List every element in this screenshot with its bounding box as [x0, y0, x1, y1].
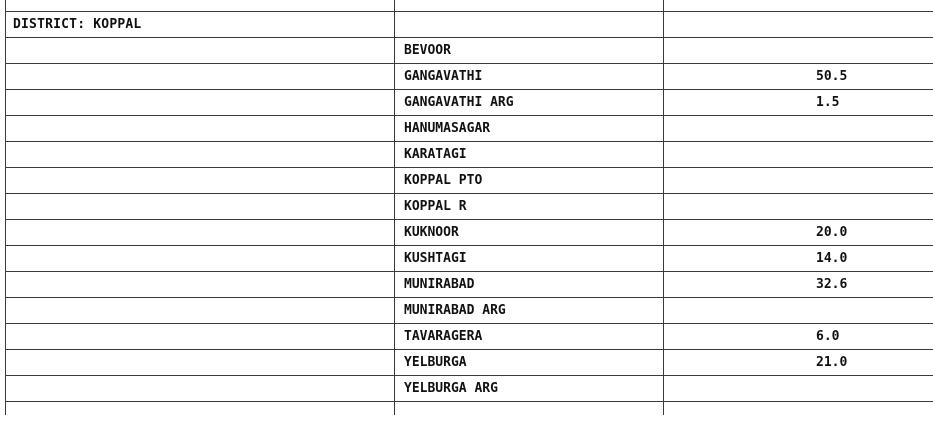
rainfall-value: [664, 168, 933, 194]
empty-cell: [6, 64, 395, 90]
station-name: GANGAVATHI: [395, 64, 664, 90]
table-row: [6, 194, 933, 220]
rainfall-value: 1.5: [664, 90, 933, 116]
table-row: [6, 246, 933, 272]
rainfall-value: [664, 116, 933, 142]
table-row: [6, 324, 933, 350]
station-name: KUKNOOR: [395, 220, 664, 246]
station-name: GANGAVATHI ARG: [395, 90, 664, 116]
rainfall-value: 50.5: [664, 64, 933, 90]
empty-cell: [6, 116, 395, 142]
table-row: [6, 142, 933, 168]
district-header-row: [6, 12, 933, 38]
rainfall-value: 14.0: [664, 246, 933, 272]
empty-cell: [664, 402, 933, 416]
empty-cell: [6, 246, 395, 272]
table-row: [6, 376, 933, 402]
rainfall-value: [664, 194, 933, 220]
rainfall-value: 21.0: [664, 350, 933, 376]
empty-cell: [395, 0, 664, 12]
empty-cell: [6, 298, 395, 324]
district-header-label: DISTRICT: KOPPAL: [6, 12, 395, 38]
empty-cell: [395, 12, 664, 38]
rainfall-value: [664, 38, 933, 64]
table-row: [6, 350, 933, 376]
empty-cell: [6, 90, 395, 116]
station-name: YELBURGA: [395, 350, 664, 376]
rainfall-value: [664, 298, 933, 324]
table-row: [6, 90, 933, 116]
rainfall-value: [664, 142, 933, 168]
rainfall-table-sheet: [5, 0, 933, 415]
empty-cell: [6, 376, 395, 402]
empty-cell: [6, 194, 395, 220]
table-row: [6, 38, 933, 64]
empty-cell: [664, 0, 933, 12]
station-name: MUNIRABAD: [395, 272, 664, 298]
rainfall-value: 32.6: [664, 272, 933, 298]
empty-cell: [6, 142, 395, 168]
table-row: [6, 168, 933, 194]
table-row: [6, 116, 933, 142]
empty-cell: [6, 168, 395, 194]
table-row: [6, 272, 933, 298]
station-name: KOPPAL PTO: [395, 168, 664, 194]
empty-cell: [6, 324, 395, 350]
empty-cell: [6, 402, 395, 416]
rainfall-value: 6.0: [664, 324, 933, 350]
table-row: [6, 220, 933, 246]
empty-cell: [6, 272, 395, 298]
table-row: [6, 298, 933, 324]
station-name: TAVARAGERA: [395, 324, 664, 350]
empty-cell: [6, 38, 395, 64]
station-name: KARATAGI: [395, 142, 664, 168]
rainfall-value: 20.0: [664, 220, 933, 246]
station-name: KOPPAL R: [395, 194, 664, 220]
rainfall-value: [664, 376, 933, 402]
table-row: [6, 64, 933, 90]
empty-cell: [6, 350, 395, 376]
empty-cell: [6, 220, 395, 246]
empty-cell: [395, 402, 664, 416]
station-name: HANUMASAGAR: [395, 116, 664, 142]
station-name: YELBURGA ARG: [395, 376, 664, 402]
station-name: KUSHTAGI: [395, 246, 664, 272]
table-row-bottom-stub: [6, 402, 933, 416]
rainfall-table: [5, 0, 933, 415]
table-row-top-stub: [6, 0, 933, 12]
empty-cell: [664, 12, 933, 38]
empty-cell: [6, 0, 395, 12]
station-name: MUNIRABAD ARG: [395, 298, 664, 324]
station-name: BEVOOR: [395, 38, 664, 64]
